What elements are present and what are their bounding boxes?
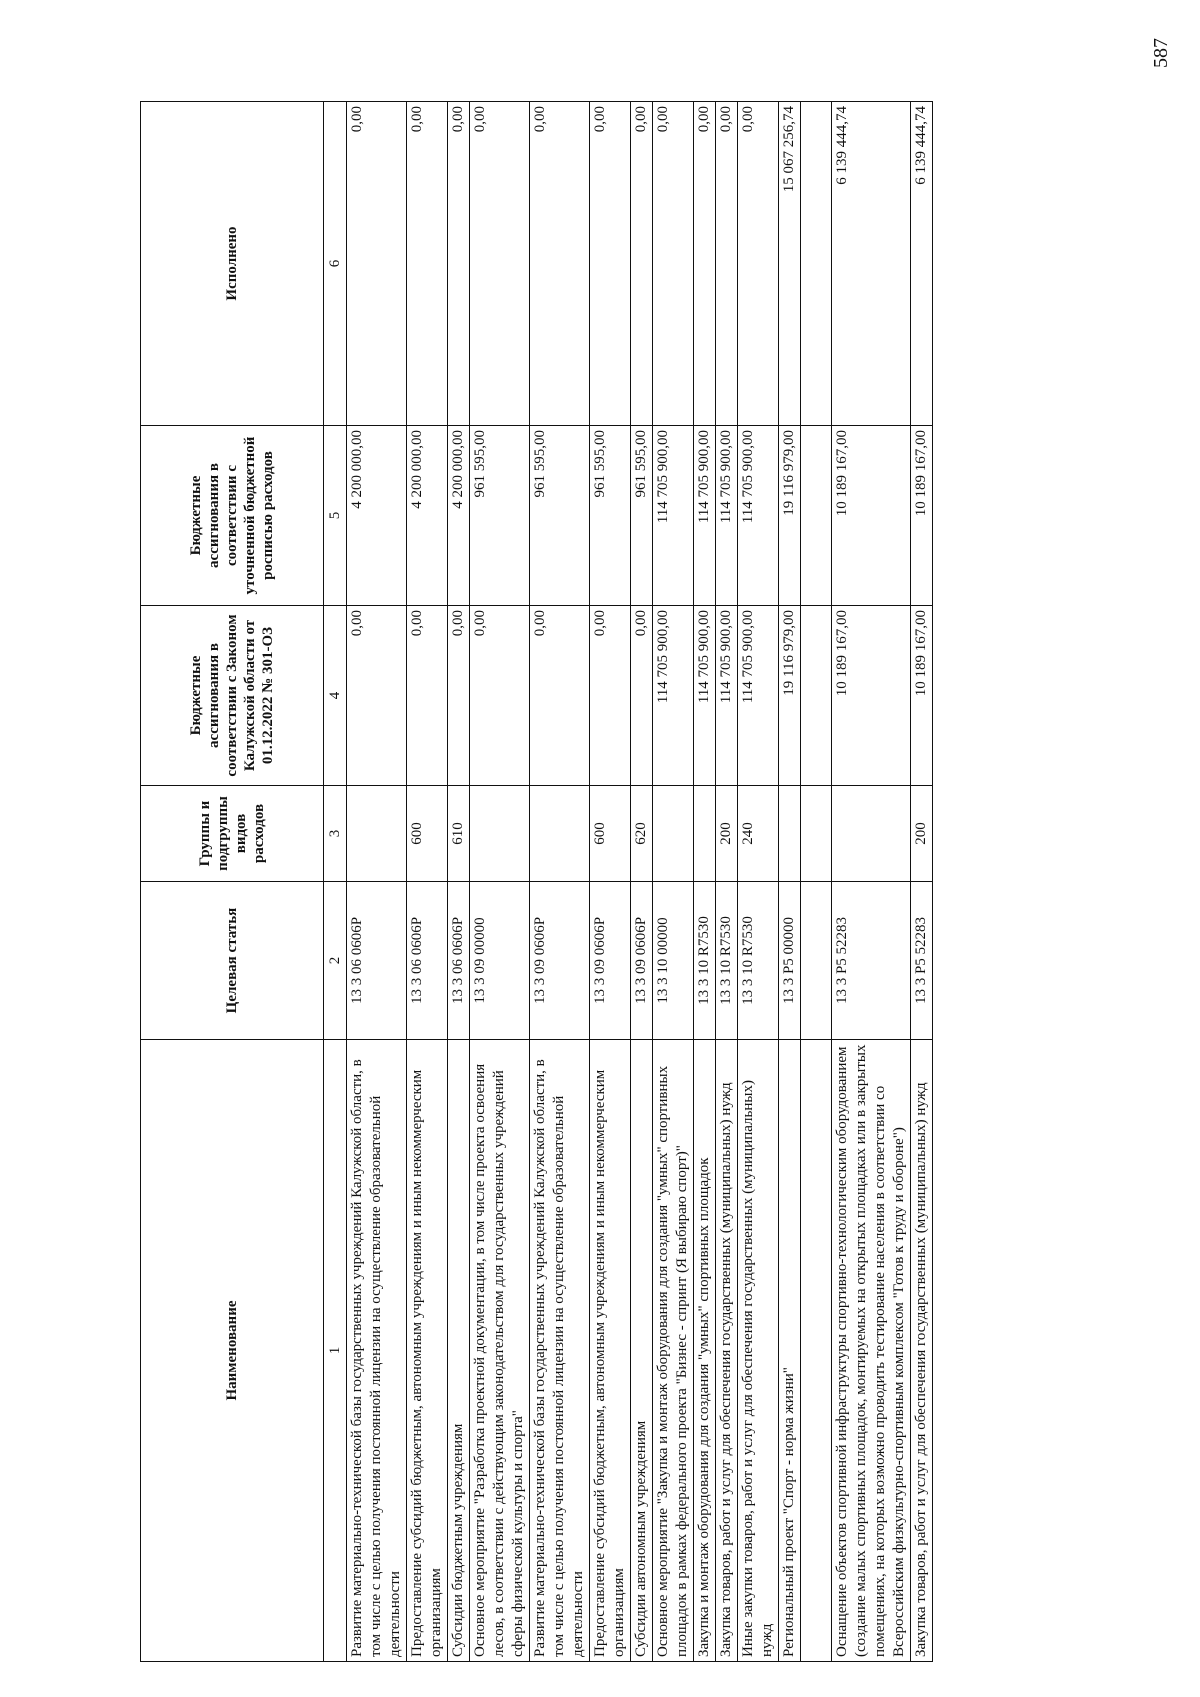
row-code: 13 3 10 R7530 <box>738 882 779 1040</box>
header-target-article: Целевая статья <box>141 882 324 1040</box>
row-group: 200 <box>716 786 738 882</box>
table-row <box>347 102 407 1662</box>
budget-table <box>140 101 933 1662</box>
row-group: 600 <box>407 786 448 882</box>
row-group <box>470 786 530 882</box>
row-plan-amount: 10 189 167,00 <box>832 426 911 606</box>
blank-row <box>801 102 832 1662</box>
row-law-amount: 0,00 <box>407 606 448 786</box>
row-plan-amount: 4 200 000,00 <box>448 426 470 606</box>
row-code: 13 3 09 0606Р <box>530 882 590 1040</box>
row-law-amount: 114 705 900,00 <box>738 606 779 786</box>
table-row <box>779 102 801 1662</box>
column-number: 6 <box>324 102 347 426</box>
row-law-amount: 0,00 <box>448 606 470 786</box>
row-plan-amount: 114 705 900,00 <box>694 426 716 606</box>
row-name: Иные закупки товаров, работ и услуг для обеспечения государственных (муниципальных) нужд <box>738 1040 779 1662</box>
row-code: 13 3 P5 52283 <box>911 882 933 1040</box>
table-row <box>738 102 779 1662</box>
row-plan-amount: 114 705 900,00 <box>716 426 738 606</box>
column-number: 3 <box>324 786 347 882</box>
row-group <box>347 786 407 882</box>
row-name: Оснащение объектов спортивной инфраструктуры спортивно-технологическим оборудованием (создание малых спортивных площадок, монтируемых на открытых площадках или в закрытых помещениях, на которых возможно проводить тестирование населения в соответствии со Всероссийским физкультурно-спортивным комплексом "Готов к труду и обороне") <box>832 1040 911 1662</box>
blank-cell <box>801 426 832 606</box>
row-executed-amount: 0,00 <box>448 102 470 426</box>
table-row <box>716 102 738 1662</box>
row-executed-amount: 0,00 <box>407 102 448 426</box>
row-executed-amount: 0,00 <box>694 102 716 426</box>
row-law-amount: 10 189 167,00 <box>832 606 911 786</box>
row-law-amount: 0,00 <box>631 606 653 786</box>
row-plan-amount: 4 200 000,00 <box>347 426 407 606</box>
row-group <box>779 786 801 882</box>
row-group: 610 <box>448 786 470 882</box>
row-code: 13 3 06 0606Р <box>347 882 407 1040</box>
header-expense-groups: Группы и подгруппы видов расходов <box>141 786 324 882</box>
column-number-row <box>324 102 347 1662</box>
table-row <box>694 102 716 1662</box>
row-name: Основное мероприятие "Разработка проектной документации, в том числе проекта освоения лесов, в соответствии с действующим законодательством для государственных учреждений сферы физической культуры и спорта" <box>470 1040 530 1662</box>
table-row <box>530 102 590 1662</box>
row-name: Субсидии автономным учреждениям <box>631 1040 653 1662</box>
row-code: 13 3 P5 00000 <box>779 882 801 1040</box>
row-executed-amount: 6 139 444,74 <box>832 102 911 426</box>
row-plan-amount: 114 705 900,00 <box>738 426 779 606</box>
row-executed-amount: 0,00 <box>470 102 530 426</box>
header-executed: Исполнено <box>141 102 324 426</box>
row-code: 13 3 06 0606Р <box>448 882 470 1040</box>
row-plan-amount: 961 595,00 <box>631 426 653 606</box>
row-name: Закупка и монтаж оборудования для создания "умных" спортивных площадок <box>694 1040 716 1662</box>
row-law-amount: 114 705 900,00 <box>653 606 694 786</box>
header-name: Наименование <box>141 1040 324 1662</box>
row-code: 13 3 09 00000 <box>470 882 530 1040</box>
row-law-amount: 114 705 900,00 <box>694 606 716 786</box>
row-group <box>530 786 590 882</box>
row-executed-amount: 0,00 <box>631 102 653 426</box>
row-executed-amount: 0,00 <box>347 102 407 426</box>
row-name: Закупка товаров, работ и услуг для обеспечения государственных (муниципальных) нужд <box>716 1040 738 1662</box>
row-name: Субсидии бюджетным учреждениям <box>448 1040 470 1662</box>
table-row <box>653 102 694 1662</box>
table-row <box>407 102 448 1662</box>
row-code: 13 3 P5 52283 <box>832 882 911 1040</box>
row-code: 13 3 09 0606Р <box>631 882 653 1040</box>
row-law-amount: 0,00 <box>590 606 631 786</box>
column-number: 2 <box>324 882 347 1040</box>
row-name: Основное мероприятие "Закупка и монтаж оборудования для создания "умных" спортивных площадок в рамках федерального проекта "Бизнес - спринт (Я выбираю спорт)" <box>653 1040 694 1662</box>
header-plan-allocations: Бюджетные ассигнования в соответствии с уточненной бюджетной росписью расходов <box>141 426 324 606</box>
row-law-amount: 0,00 <box>347 606 407 786</box>
row-plan-amount: 114 705 900,00 <box>653 426 694 606</box>
table-row <box>631 102 653 1662</box>
rotated-page-content <box>140 102 933 1662</box>
row-group <box>694 786 716 882</box>
table-row <box>448 102 470 1662</box>
row-law-amount: 0,00 <box>470 606 530 786</box>
row-executed-amount: 0,00 <box>653 102 694 426</box>
row-plan-amount: 961 595,00 <box>470 426 530 606</box>
row-group: 600 <box>590 786 631 882</box>
row-law-amount: 114 705 900,00 <box>716 606 738 786</box>
row-group: 200 <box>911 786 933 882</box>
row-code: 13 3 10 00000 <box>653 882 694 1040</box>
blank-cell <box>801 102 832 426</box>
row-plan-amount: 10 189 167,00 <box>911 426 933 606</box>
row-name: Предоставление субсидий бюджетным, автономным учреждениям и иным некоммерческим организациям <box>590 1040 631 1662</box>
row-plan-amount: 19 116 979,00 <box>779 426 801 606</box>
column-number: 5 <box>324 426 347 606</box>
blank-cell <box>801 1040 832 1662</box>
row-plan-amount: 961 595,00 <box>590 426 631 606</box>
row-executed-amount: 0,00 <box>738 102 779 426</box>
row-code: 13 3 09 0606Р <box>590 882 631 1040</box>
column-number: 4 <box>324 606 347 786</box>
blank-cell <box>801 786 832 882</box>
row-name: Развитие материально-технической базы государственных учреждений Калужской области, в том числе с целью получения постоянной лицензии на осуществление образовательной деятельности <box>530 1040 590 1662</box>
row-plan-amount: 4 200 000,00 <box>407 426 448 606</box>
row-law-amount: 19 116 979,00 <box>779 606 801 786</box>
row-executed-amount: 0,00 <box>590 102 631 426</box>
row-name: Региональный проект "Спорт - норма жизни" <box>779 1040 801 1662</box>
table-row <box>832 102 911 1662</box>
blank-cell <box>801 882 832 1040</box>
table-row <box>470 102 530 1662</box>
row-name: Развитие материально-технической базы государственных учреждений Калужской области, в том числе с целью получения постоянной лицензии на осуществление образовательной деятельности <box>347 1040 407 1662</box>
column-number: 1 <box>324 1040 347 1662</box>
row-executed-amount: 0,00 <box>716 102 738 426</box>
row-executed-amount: 15 067 256,74 <box>779 102 801 426</box>
table-row <box>911 102 933 1662</box>
row-plan-amount: 961 595,00 <box>530 426 590 606</box>
table-row <box>590 102 631 1662</box>
row-group <box>832 786 911 882</box>
table-body <box>347 102 933 1662</box>
blank-cell <box>801 606 832 786</box>
page-number: 587 <box>1150 38 1172 68</box>
row-group: 240 <box>738 786 779 882</box>
row-code: 13 3 10 R7530 <box>694 882 716 1040</box>
row-group: 620 <box>631 786 653 882</box>
row-law-amount: 0,00 <box>530 606 590 786</box>
row-code: 13 3 10 R7530 <box>716 882 738 1040</box>
row-executed-amount: 0,00 <box>530 102 590 426</box>
row-code: 13 3 06 0606Р <box>407 882 448 1040</box>
row-law-amount: 10 189 167,00 <box>911 606 933 786</box>
row-name: Закупка товаров, работ и услуг для обеспечения государственных (муниципальных) нужд <box>911 1040 933 1662</box>
header-law-allocations: Бюджетные ассигнования в соответствии с Законом Калужской области от 01.12.2022 № 301-ОЗ <box>141 606 324 786</box>
header-row <box>141 102 324 1662</box>
row-group <box>653 786 694 882</box>
row-name: Предоставление субсидий бюджетным, автономным учреждениям и иным некоммерческим организациям <box>407 1040 448 1662</box>
row-executed-amount: 6 139 444,74 <box>911 102 933 426</box>
